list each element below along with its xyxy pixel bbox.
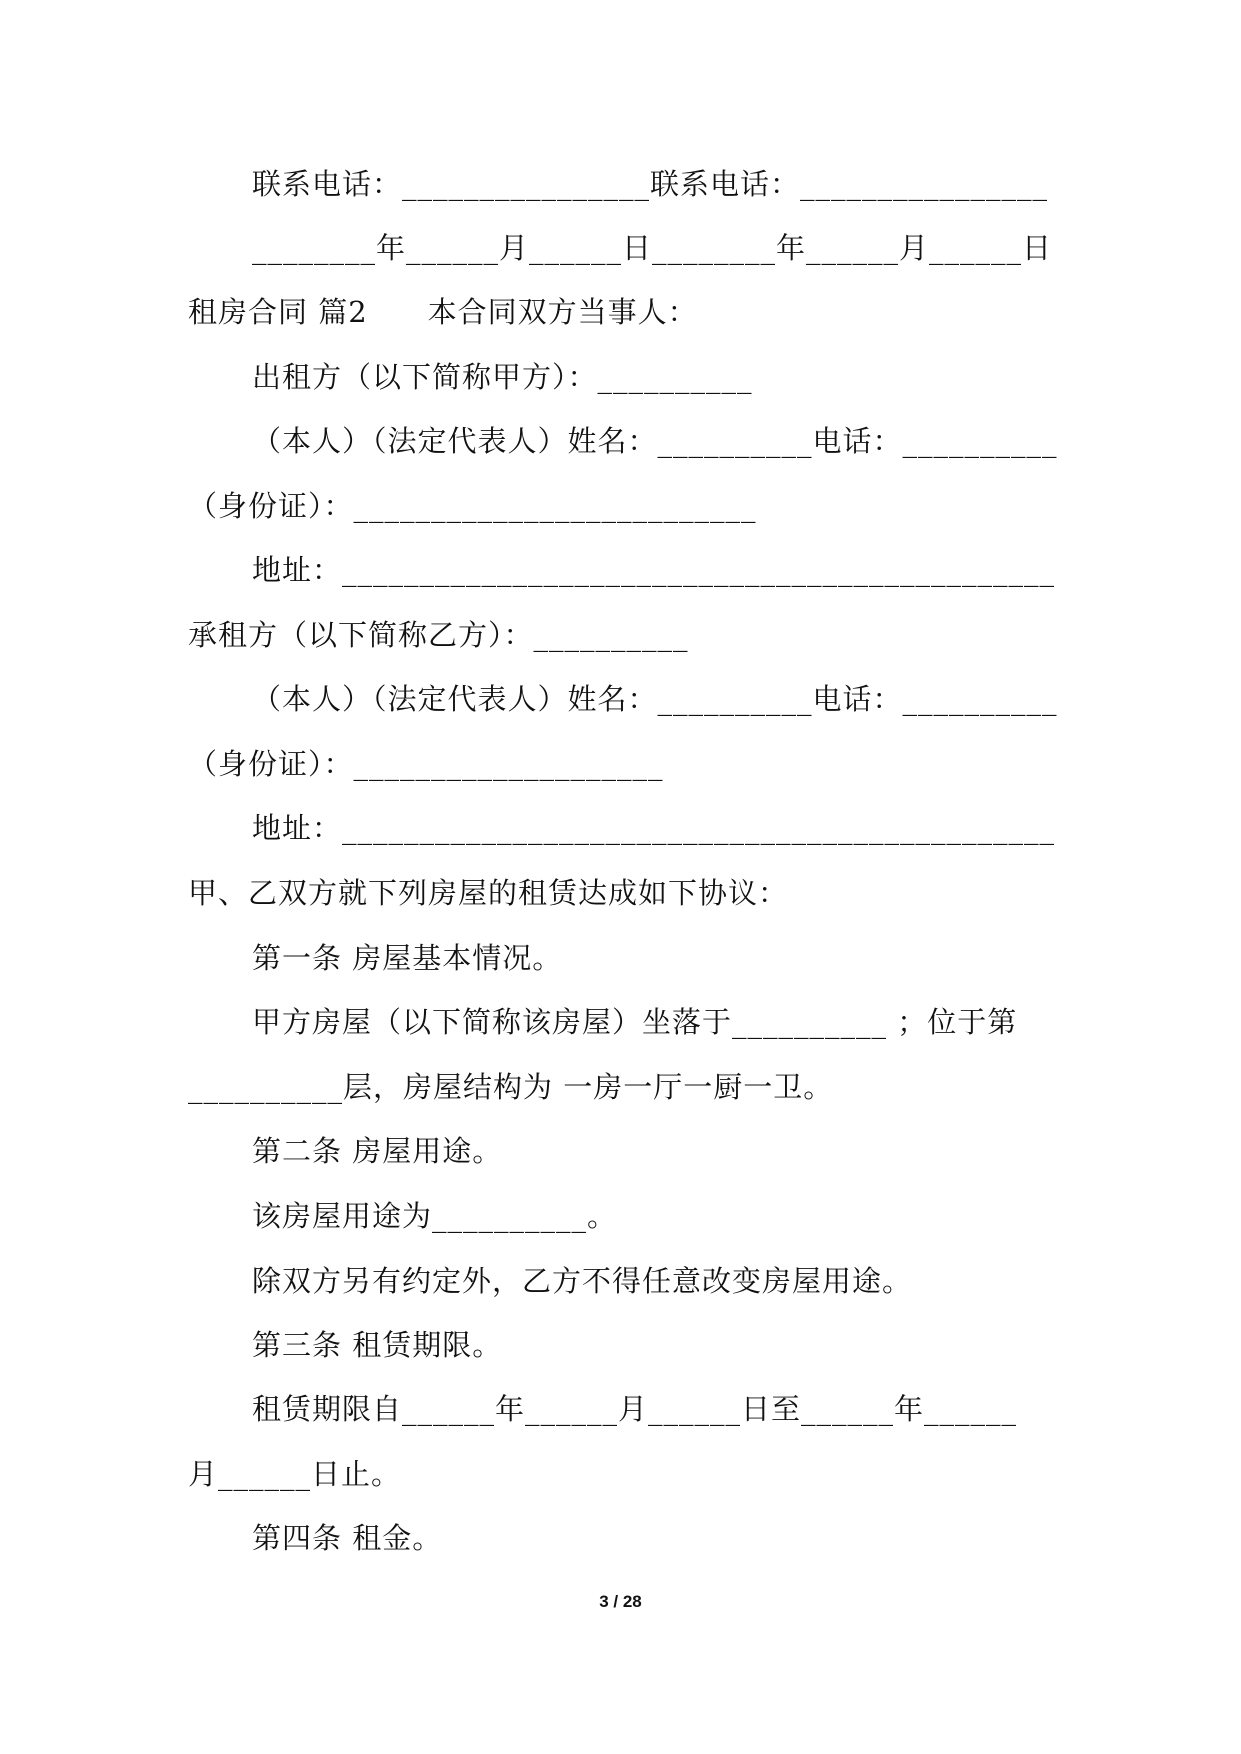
text-line: （本人）（法定代表人）姓名：__________电话：__________	[252, 682, 1058, 716]
article-heading: 第二条 房屋用途。	[252, 1134, 503, 1168]
text-line: 月______日止。	[188, 1457, 402, 1491]
text-line: （本人）（法定代表人）姓名：__________电话：__________	[252, 424, 1058, 458]
text-line: __________层，房屋结构为 一房一厅一厨一卫。	[188, 1070, 834, 1104]
article-heading: 第三条 租赁期限。	[252, 1328, 503, 1362]
text-line: 租赁期限自______年______月______日至______年______	[252, 1392, 1018, 1426]
text-line: 地址：______________________________________________	[252, 811, 1056, 845]
section-title: 租房合同 篇2 本合同双方当事人：	[188, 295, 698, 329]
text-line: 甲、乙双方就下列房屋的租赁达成如下协议：	[188, 876, 789, 910]
article-heading: 第四条 租金。	[252, 1521, 443, 1555]
text-line: 承租方（以下简称乙方）：__________	[188, 618, 689, 652]
text-line: 出租方（以下简称甲方）：__________	[252, 360, 753, 394]
text-line: 甲方房屋（以下简称该房屋）坐落于__________ ；位于第	[252, 1005, 1018, 1039]
text-line: ________年______月______日________年______月______日	[252, 231, 1053, 265]
text-line: （身份证）：__________________________	[188, 489, 757, 523]
article-heading: 第一条 房屋基本情况。	[252, 941, 563, 975]
text-line: 地址：______________________________________________	[252, 553, 1056, 587]
text-line: 除双方另有约定外，乙方不得任意改变房屋用途。	[252, 1264, 913, 1298]
text-line: （身份证）：____________________	[188, 747, 664, 781]
text-line: 联系电话：________________联系电话：________________	[252, 167, 1049, 201]
page-number: 3 / 28	[599, 1592, 642, 1611]
text-line: 该房屋用途为__________。	[252, 1199, 618, 1233]
